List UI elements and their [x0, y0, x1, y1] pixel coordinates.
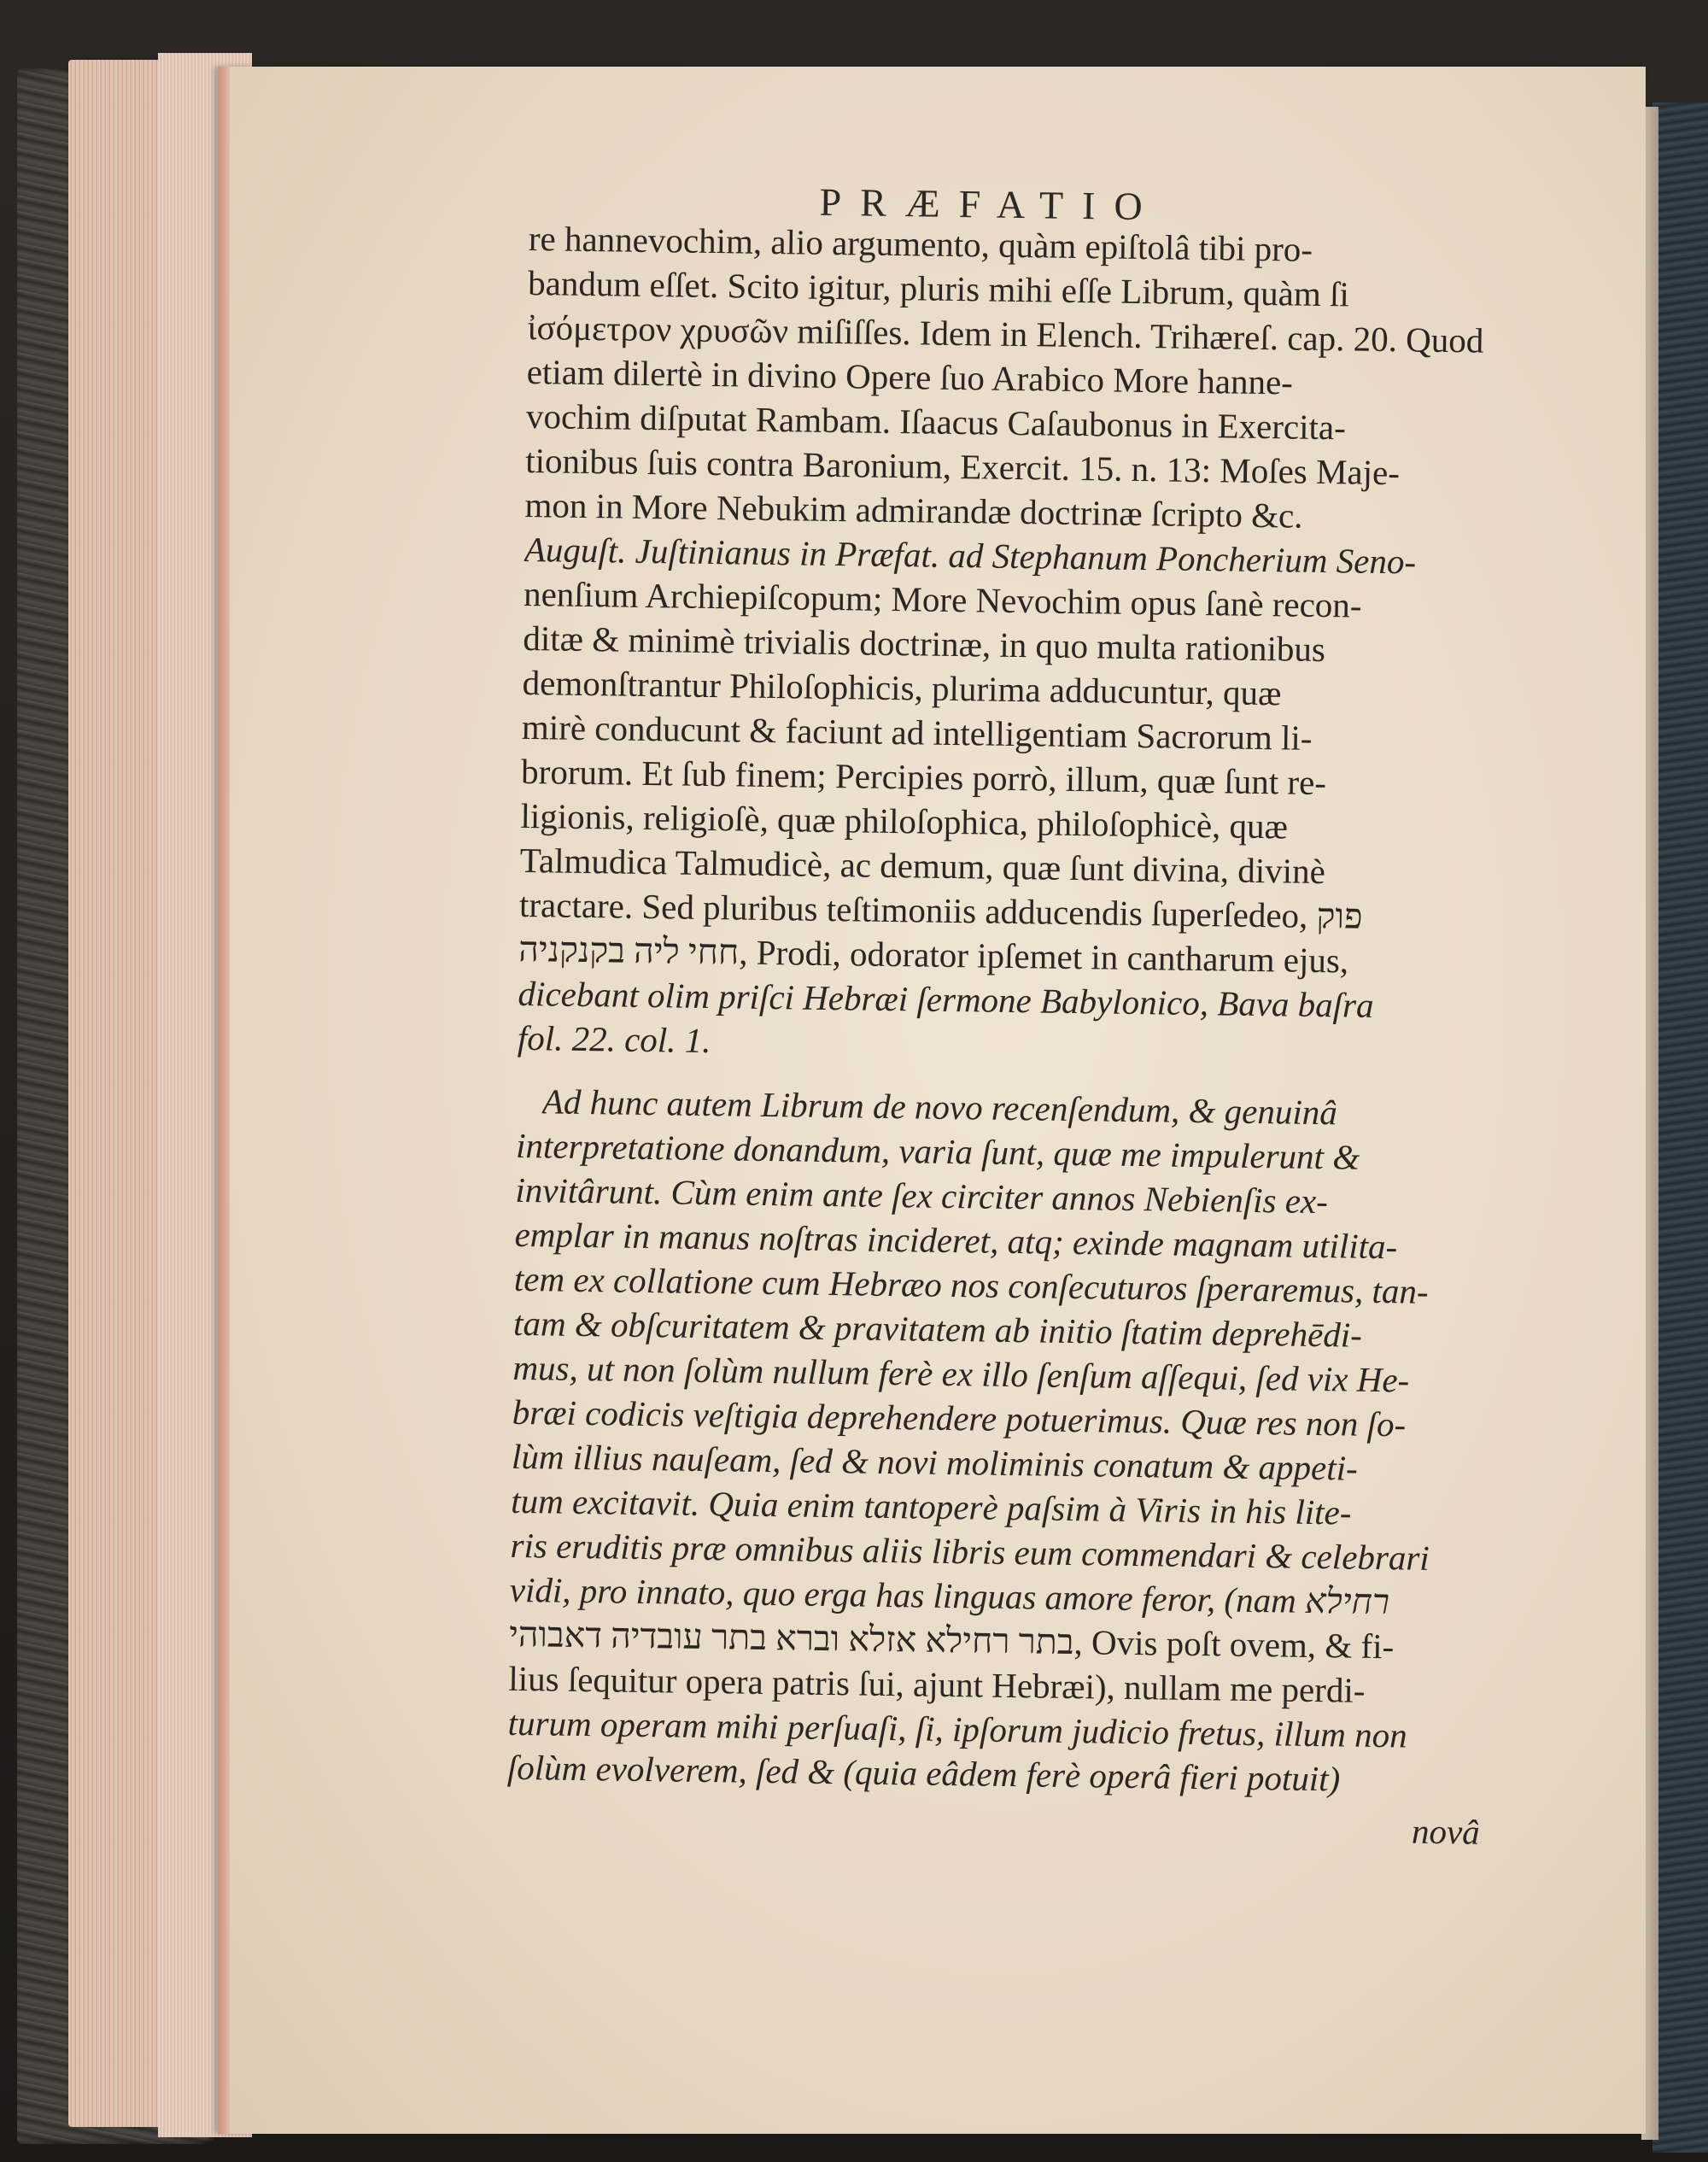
text-line: tractare. Sed pluribus teſtimoniis adducendis ſuperſedeo, פוק: [518, 884, 1363, 936]
catchword: novâ: [1411, 1811, 1481, 1852]
text-line: etiam dilertè in divino Opere ſuo Arabico More hanne-: [526, 351, 1294, 402]
text-line: bræi codicis veſtigia deprehendere potuerimus. Quæ res non ſo-: [512, 1392, 1407, 1444]
text-line: בתר רחילא אזלא וברא בתר עובדיה דאבוהי, Ovis poſt ovem, & fi-: [508, 1614, 1395, 1667]
text-line: re hannevochim, alio argumento, quàm epiſtolâ tibi pro-: [528, 218, 1313, 269]
text-line: Auguſt. Juſtinianus in Præfat. ad Stephanum Poncherium Seno-: [524, 529, 1417, 582]
text-line: bandum eſſet. Scito igitur, pluris mihi eſſe Librum, quàm ſi: [527, 262, 1350, 314]
text-line: brorum. Et ſub finem; Percipies porrò, illum, quæ ſunt re-: [520, 751, 1327, 803]
text-line: vidi, pro innato, quo erga has linguas amore feror, (nam רחילא: [509, 1569, 1390, 1622]
text-line: nenſium Archiepiſcopum; More Nevochim opus ſanè recon-: [523, 573, 1362, 625]
paragraph-start-line: Ad hunc autem Librum de novo recenſendum, & genuinâ: [541, 1081, 1338, 1133]
text-line: interpretatione donandum, varia ſunt, quæ me impulerunt &: [515, 1125, 1360, 1177]
text-line: ditæ & minimè trivialis doctrinæ, in quo multa rationibus: [523, 618, 1326, 670]
page-text-block: [504, 175, 1588, 2001]
text-line: lius ſequitur opera patris ſui, ajunt Hebræi), nullam me perdi-: [508, 1658, 1366, 1710]
text-line: tem ex collatione cum Hebræo nos conſecuturos ſperaremus, tan-: [513, 1258, 1429, 1311]
text-line: Talmudica Talmudicè, ac demum, quæ ſunt divina, divinè: [519, 840, 1326, 892]
text-line: ris eruditis præ omnibus aliis libris eum commendari & celebrari: [510, 1525, 1430, 1578]
text-line: turum operam mihi perſuaſi, ſi, ipſorum judicio fretus, illum non: [507, 1702, 1408, 1755]
text-line: fol. 22. col. 1.: [517, 1017, 711, 1061]
text-line: vochim diſputat Rambam. Iſaacus Caſaubonus in Exercita-: [525, 395, 1347, 448]
text-line: emplar in manus noſtras incideret, atq; exinde magnam utilita-: [514, 1214, 1398, 1267]
text-line: lùm illius nauſeam, ſed & novi moliminis conatum & appeti-: [511, 1436, 1359, 1488]
text-line: mirè conducunt & faciunt ad intelligentiam Sacrorum li-: [521, 706, 1313, 758]
text-line: ἰσόμετρον χρυσῶν miſiſſes. Idem in Elench. Trihæreſ. cap. 20. Quod: [527, 307, 1484, 360]
text-line: invitârunt. Cùm enim ante ſex circiter annos Nebienſis ex-: [515, 1169, 1329, 1222]
text-line: dicebant olim priſci Hebræi ſermone Babylonico, Bava baſra: [518, 973, 1374, 1025]
text-line: חחי ליה בקנקניה, Prodi, odorator ipſemet in cantharum ejus,: [518, 929, 1349, 981]
page-red-edge: [218, 67, 230, 2134]
text-line: tionibus ſuis contra Baronium, Exercit. 15. n. 13: Moſes Maje-: [525, 440, 1401, 493]
text-line: tum excitavit. Quia enim tantoperè paſsim à Viris in his lite-: [511, 1480, 1352, 1532]
running-head: PRÆFATIO: [819, 179, 1162, 229]
text-line: demonſtrantur Philoſophicis, plurima adducuntur, quæ: [522, 662, 1282, 713]
text-line: mon in More Nebukim admirandæ doctrinæ ſcripto &c.: [524, 484, 1303, 536]
book-cover-right: [1652, 103, 1708, 2153]
text-line: tam & obſcuritatem & pravitatem ab initio ſtatim deprehēdi-: [512, 1303, 1363, 1355]
text-line: ligionis, religioſè, quæ philoſophica, philoſophicè, quæ: [520, 795, 1289, 847]
text-line: ſolùm evolverem, ſed & (quia eâdem ferè operâ fieri potuit): [506, 1747, 1341, 1799]
text-line: mus, ut non ſolùm nullum ferè ex illo ſenſum aſſequi, ſed vix He-: [512, 1347, 1410, 1400]
